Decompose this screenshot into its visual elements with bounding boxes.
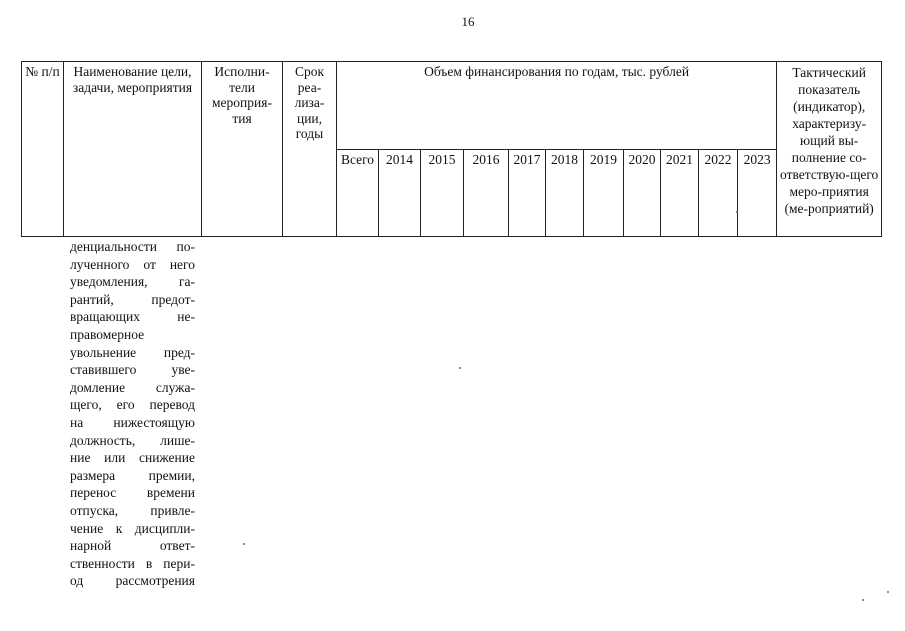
header-year-2014: 2014: [379, 149, 421, 237]
header-no: № п/п: [22, 62, 64, 237]
text-line: перенос времени: [70, 485, 195, 501]
text-line: правомерное: [70, 326, 145, 342]
header-total: Всего: [337, 149, 379, 237]
text-line: чение к дисципли-: [70, 520, 195, 536]
text-line: щего, его перевод: [70, 397, 195, 413]
header-year-2016: 2016: [464, 149, 509, 237]
text-line: ставившего уве-: [70, 362, 195, 378]
header-term: Срок реа-лиза-ции, годы: [283, 62, 337, 237]
funding-plan-table: [21, 61, 882, 237]
header-year-2018: 2018: [546, 149, 584, 237]
text-line: размера премии,: [70, 467, 195, 483]
header-year-2023: 2023: [738, 149, 777, 237]
header-year-2017: 2017: [509, 149, 546, 237]
text-line: уведомления, га-: [70, 274, 195, 290]
continued-measure-text: [70, 238, 195, 590]
scan-speck: [887, 591, 889, 593]
header-executors: Исполни-тели мероприя-тия: [202, 62, 283, 237]
scan-speck: [736, 211, 738, 213]
text-line: денциальности по-: [70, 239, 195, 254]
text-line: лученного от него: [70, 256, 195, 272]
scan-speck: [243, 543, 245, 545]
text-line: рантий, предот-: [70, 291, 195, 307]
text-line: на нижестоящую: [70, 414, 195, 430]
text-line: ние или снижение: [70, 450, 195, 466]
header-year-2019: 2019: [584, 149, 624, 237]
scan-speck: [459, 367, 461, 369]
page-number: 16: [461, 14, 475, 29]
header-year-2021: 2021: [661, 149, 699, 237]
text-line: домление служа-: [70, 379, 195, 395]
text-line: отпуска, привле-: [70, 502, 195, 518]
scan-speck: [862, 599, 864, 601]
header-year-2015: 2015: [421, 149, 464, 237]
text-line: должность, лише-: [70, 432, 195, 448]
header-funding: Объем финансирования по годам, тыс. рублей: [337, 62, 777, 150]
text-line: нарной ответ-: [70, 538, 195, 554]
header-year-2022: 2022: [699, 149, 738, 237]
text-line: од рассмотрения: [70, 573, 195, 589]
text-line: вращающих не-: [70, 309, 195, 325]
text-line: увольнение пред-: [70, 344, 195, 360]
text-line: ственности в пери-: [70, 555, 195, 571]
header-year-2020: 2020: [624, 149, 661, 237]
header-name: Наименование цели, задачи, мероприятия: [64, 62, 202, 237]
header-indicator: Тактический показатель (индикатор), характеризу-ющий вы-полнение со-ответствую-щего меро-приятия (ме-роприятий): [777, 62, 882, 237]
header-row-1: [22, 62, 882, 150]
